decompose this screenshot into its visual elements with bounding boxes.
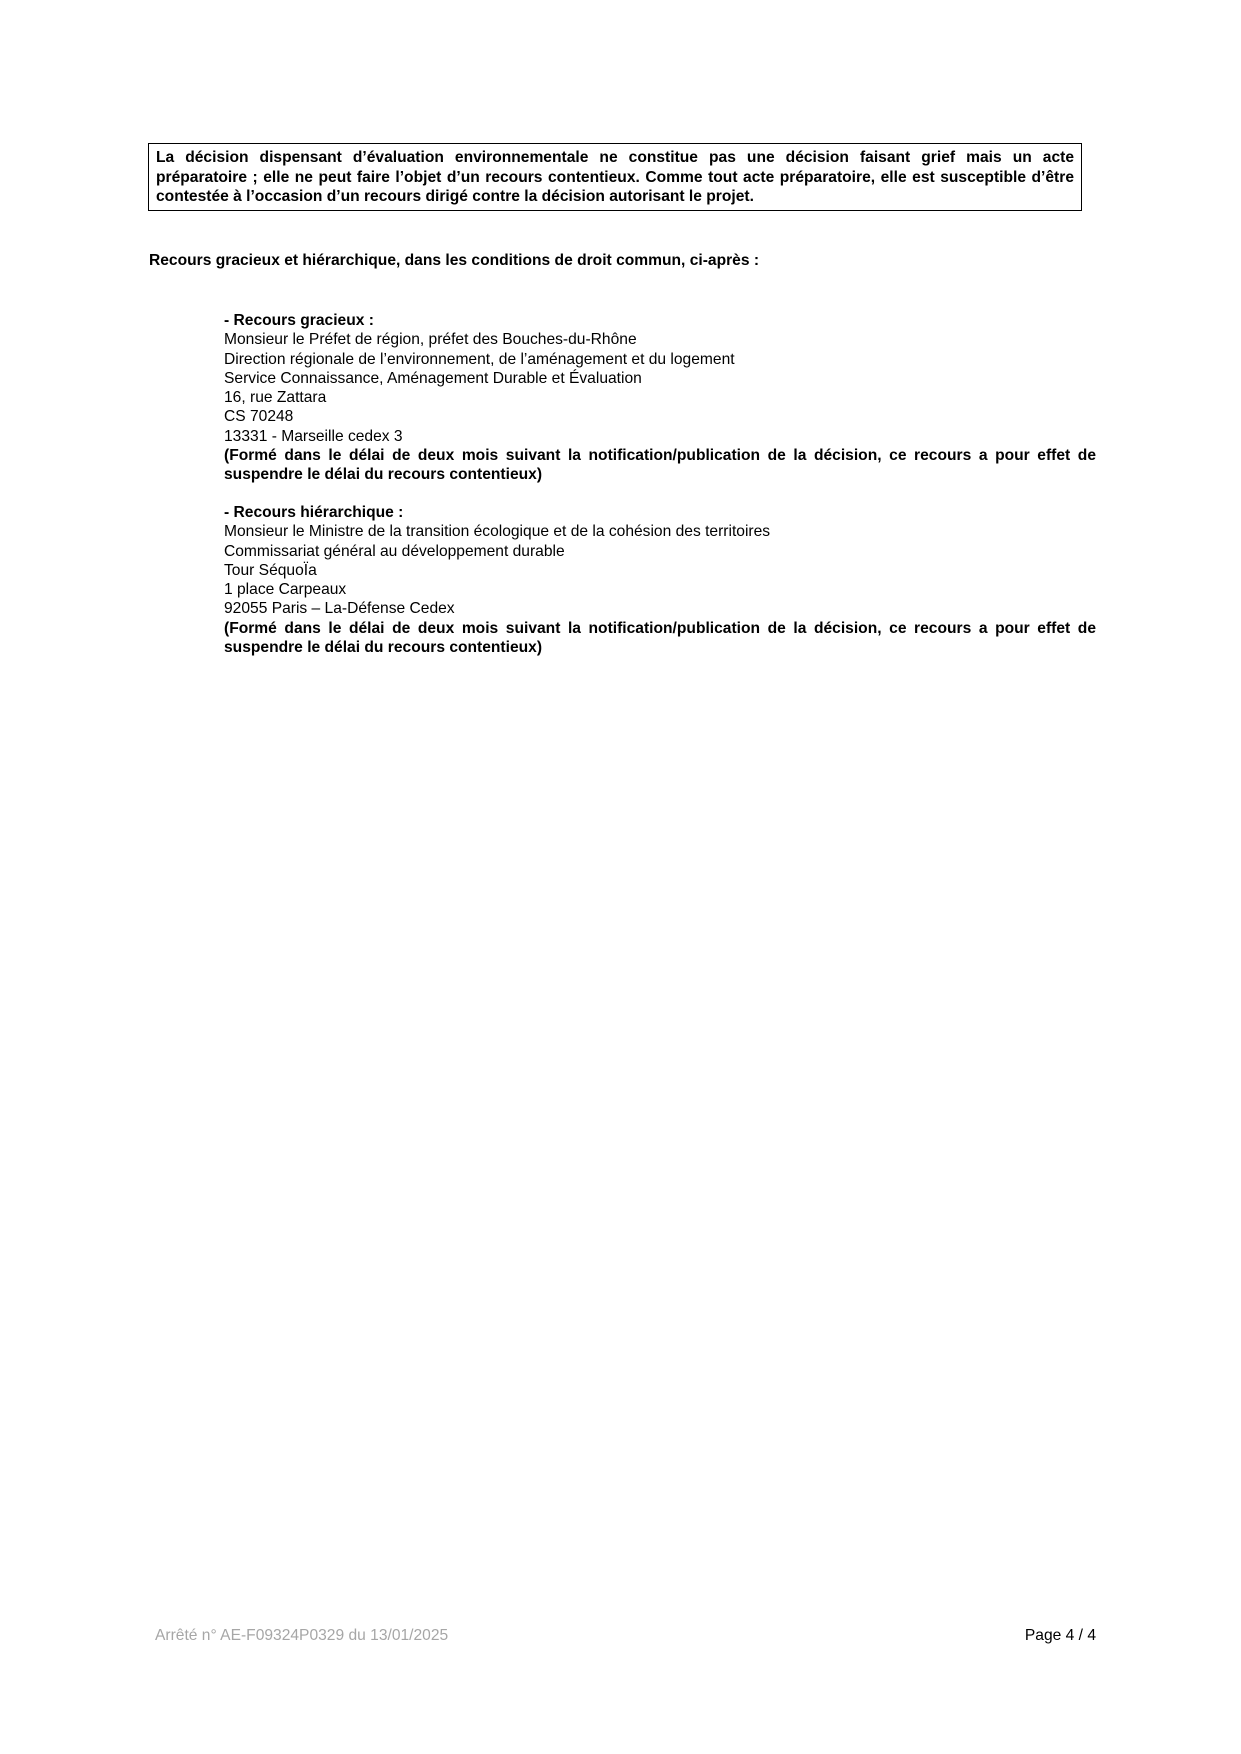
page-number: Page 4 / 4 (1024, 1627, 1096, 1644)
address-line: Service Connaissance, Aménagement Durable et Évaluation (224, 369, 642, 387)
address-line: Monsieur le Préfet de région, préfet des Bouches-du-Rhône (224, 331, 637, 349)
address-line: 16, rue Zattara (224, 389, 327, 407)
recours-gracieux-section (224, 311, 1096, 485)
address-line: Monsieur le Ministre de la transition écologique et de la cohésion des territoires (224, 523, 771, 541)
address-line: 13331 - Marseille cedex 3 (224, 427, 403, 445)
notice-text: La décision dispensant d’évaluation environnementale ne constitue pas une décision faisant grief mais un acte préparatoire ; elle ne peut faire l’objet d’un recours contentieux. Comme tout acte préparatoire, elle est susceptible d’être contestée à l’occasion d’un recours dirigé contre la décision autorisant le projet. (156, 149, 1074, 205)
notice-box (148, 143, 1082, 211)
recours-gracieux-title: - Recours gracieux : (224, 312, 374, 329)
address-line: CS 70248 (224, 408, 294, 426)
recours-hierarchique-section (224, 503, 1096, 657)
address-line: 92055 Paris – La-Défense Cedex (224, 600, 455, 618)
address-line: Tour SéquoÏa (224, 561, 317, 579)
recours-gracieux-note: (Formé dans le délai de deux mois suivant la notification/publication de la décision, ce recours a pour effet de suspendre le délai du recours contentieux) (224, 447, 1096, 484)
footer-reference: Arrêté n° AE-F09324P0329 du 13/01/2025 (155, 1627, 449, 1644)
recourse-intro: Recours gracieux et hiérarchique, dans les conditions de droit commun, ci-après : (149, 252, 760, 269)
address-line: Direction régionale de l’environnement, de l’aménagement et du logement (224, 350, 735, 368)
address-line: 1 place Carpeaux (224, 581, 347, 599)
recours-hierarchique-title: - Recours hiérarchique : (224, 504, 404, 521)
recours-hierarchique-note: (Formé dans le délai de deux mois suivant la notification/publication de la décision, ce recours a pour effet de suspendre le délai du recours contentieux) (224, 619, 1096, 657)
address-line: Commissariat général au développement durable (224, 542, 565, 560)
